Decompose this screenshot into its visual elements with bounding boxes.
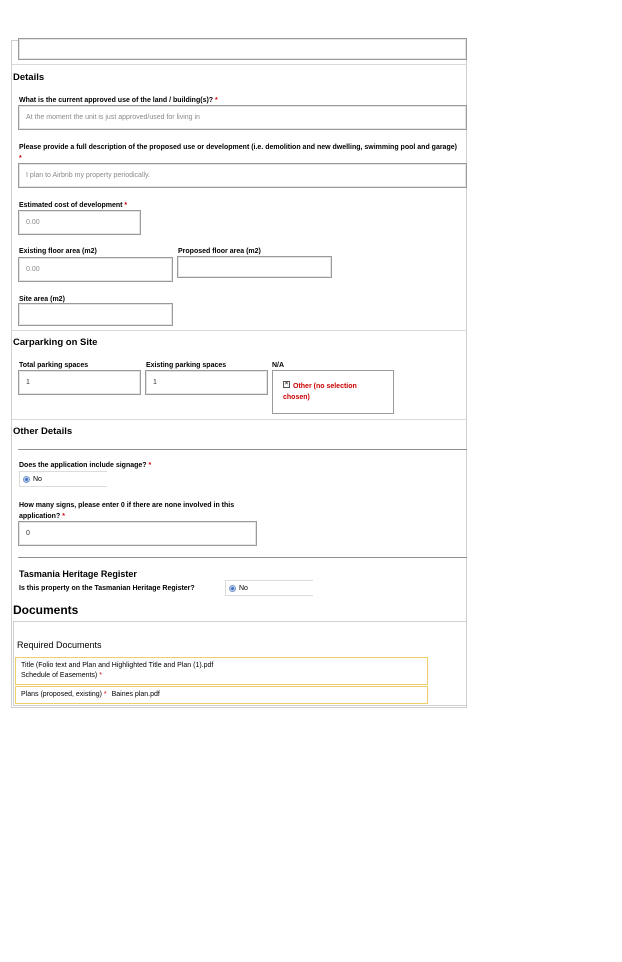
- site-area-input[interactable]: [18, 303, 173, 326]
- required-asterisk: *: [148, 462, 152, 469]
- required-asterisk: *: [124, 202, 128, 209]
- close-icon: ×: [284, 381, 289, 387]
- section-divider: [11, 64, 467, 65]
- total-parking-label: Total parking spaces: [19, 362, 89, 369]
- existing-parking-label: Existing parking spaces: [146, 362, 227, 369]
- signage-label: Does the application include signage? *: [19, 462, 152, 469]
- radio-selected-icon: [23, 476, 30, 483]
- radio-selected-icon: [229, 585, 236, 592]
- description-label: Please provide a full description of the proposed use or development (i.e. demolition and new dwelling, swimming pool and garage) *: [19, 144, 457, 162]
- required-asterisk: *: [19, 155, 22, 162]
- approved-use-input[interactable]: At the moment the unit is just approved/used for living in: [18, 105, 467, 130]
- description-input[interactable]: I plan to Airbnb my property periodically.: [18, 163, 467, 188]
- required-asterisk: *: [99, 672, 102, 679]
- na-select[interactable]: [272, 370, 394, 414]
- details-heading: Details: [13, 72, 45, 83]
- signs-count-input[interactable]: 0: [18, 521, 257, 546]
- total-parking-input[interactable]: 1: [18, 370, 141, 395]
- cost-input[interactable]: 0.00: [18, 210, 141, 235]
- document-label: Plans (proposed, existing): [21, 691, 102, 698]
- previous-field-input[interactable]: [18, 38, 467, 60]
- existing-floor-label: Existing floor area (m2): [19, 248, 97, 255]
- na-label: N/A: [272, 362, 285, 369]
- signs-count-label: How many signs, please enter 0 if there are none involved in this application? *: [19, 502, 235, 520]
- na-selection: × Other (no selection chosen): [283, 381, 357, 401]
- required-asterisk: *: [62, 513, 65, 520]
- site-area-label: Site area (m2): [19, 296, 65, 303]
- section-rule: [18, 449, 467, 450]
- required-asterisk: *: [215, 97, 218, 104]
- approved-use-label: What is the current approved use of the land / building(s)? *: [19, 97, 218, 104]
- documents-heading: Documents: [13, 603, 79, 617]
- section-divider: [11, 419, 467, 420]
- existing-floor-input[interactable]: 0.00: [18, 257, 173, 282]
- required-asterisk: *: [103, 691, 107, 698]
- heritage-radio[interactable]: No: [225, 580, 313, 596]
- section-divider: [11, 330, 467, 331]
- document-label: Title (Folio text and Plan and Highlighted Title and Plan (1).pdf: [21, 662, 214, 669]
- document-label-continued: Schedule of Easements): [21, 672, 98, 679]
- document-row-plans[interactable]: [15, 686, 428, 704]
- carparking-heading: Carparking on Site: [13, 337, 98, 348]
- required-documents-heading: Required Documents: [17, 640, 102, 650]
- signage-radio[interactable]: No: [19, 471, 107, 487]
- section-rule: [18, 557, 467, 558]
- proposed-floor-label: Proposed floor area (m2): [178, 248, 261, 255]
- heritage-heading: Tasmania Heritage Register: [19, 569, 137, 579]
- cost-label: Estimated cost of development *: [19, 202, 128, 209]
- existing-parking-input[interactable]: 1: [145, 370, 268, 395]
- heritage-question: Is this property on the Tasmanian Heritage Register?: [19, 585, 195, 592]
- document-row-title[interactable]: [15, 657, 428, 685]
- proposed-floor-input[interactable]: [177, 256, 332, 278]
- document-file-link[interactable]: Baines plan.pdf: [111, 691, 160, 698]
- other-details-heading: Other Details: [13, 426, 73, 437]
